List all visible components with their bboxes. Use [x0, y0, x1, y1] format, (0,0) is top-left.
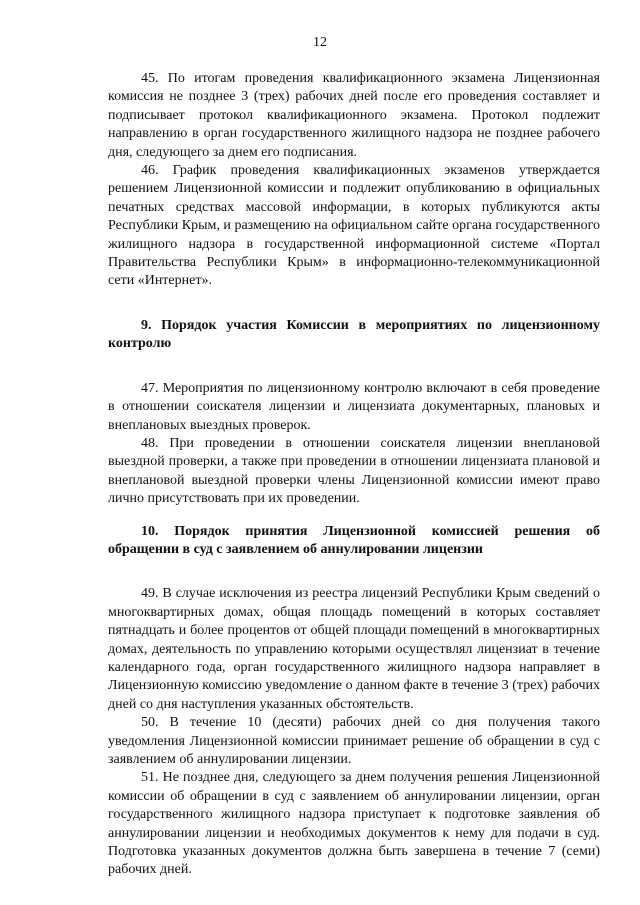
section-9-heading: 9. Порядок участия Комиссии в мероприятиях по лицензионному контролю [108, 317, 600, 352]
document-body [108, 70, 600, 880]
paragraph-47: 47. Мероприятия по лицензионному контролю включают в себя проведение в отношении соискателя лицензии и лицензиата документарных, плановых и внеплановых выездных проверок. [108, 380, 600, 433]
section-10-heading: 10. Порядок принятия Лицензионной комиссией решения об обращении в суд с заявлением об аннулировании лицензии [108, 523, 600, 557]
paragraph-49: 49. В случае исключения из реестра лицензий Республики Крым сведений о многоквартирных домах, общая площадь помещений в которых составляет пятнадцать и более процентов от общей площади помещений в многоквартирных домах, деятельность по управлению которыми осуществлял лицензиат в течение календарного года, орган государственного жилищного надзора направляет в Лицензионную комиссию уведомление о данном факте в течение 3 (трех) рабочих дней со дня наступления указанных обстоятельств. [108, 586, 600, 712]
paragraph-48: 48. При проведении в отношении соискателя лицензии внеплановой выездной проверки, а также при проведении в отношении лицензиата плановой и внеплановой выездной проверки члены Лицензионной комиссии имеют право лично присутствовать при их проведении. [108, 435, 600, 507]
page-number: 12 [313, 35, 327, 50]
paragraph-50: 50. В течение 10 (десяти) рабочих дней со дня получения такого уведомления Лицензионной комиссии принимает решение об обращении в суд с заявлением об аннулировании лицензии. [108, 715, 600, 767]
paragraph-51: 51. Не позднее дня, следующего за днем получения решения Лицензионной комиссии об обращении в суд с заявлением об аннулировании лицензии, орган государственного жилищного надзора приступает к подготовке заявления об аннулировании лицензии и необходимых документов к нему для подачи в суд. Подготовка указанных документов должна быть завершена в течение 7 (семи) рабочих дней. [108, 770, 600, 878]
paragraph-45: 45. По итогам проведения квалификационного экзамена Лицензионная комиссия не позднее 3 (трех) рабочих дней после его проведения составляет и подписывает протокол квалификационного экзамена. Протокол подлежит направлению в орган государственного жилищного надзора не позднее рабочего дня, следующего за днем его подписания. [108, 71, 600, 160]
paragraph-46: 46. График проведения квалификационных экзаменов утверждается решением Лицензионной комиссии и подлежит опубликованию в официальных печатных средствах массовой информации, в которых публикуются акты Республики Крым, и размещению на официальном сайте органа государственного жилищного надзора в государственной информационной системе «Портал Правительства Республики Крым» в информационно-телекоммуникационной сети «Интернет». [108, 163, 600, 289]
